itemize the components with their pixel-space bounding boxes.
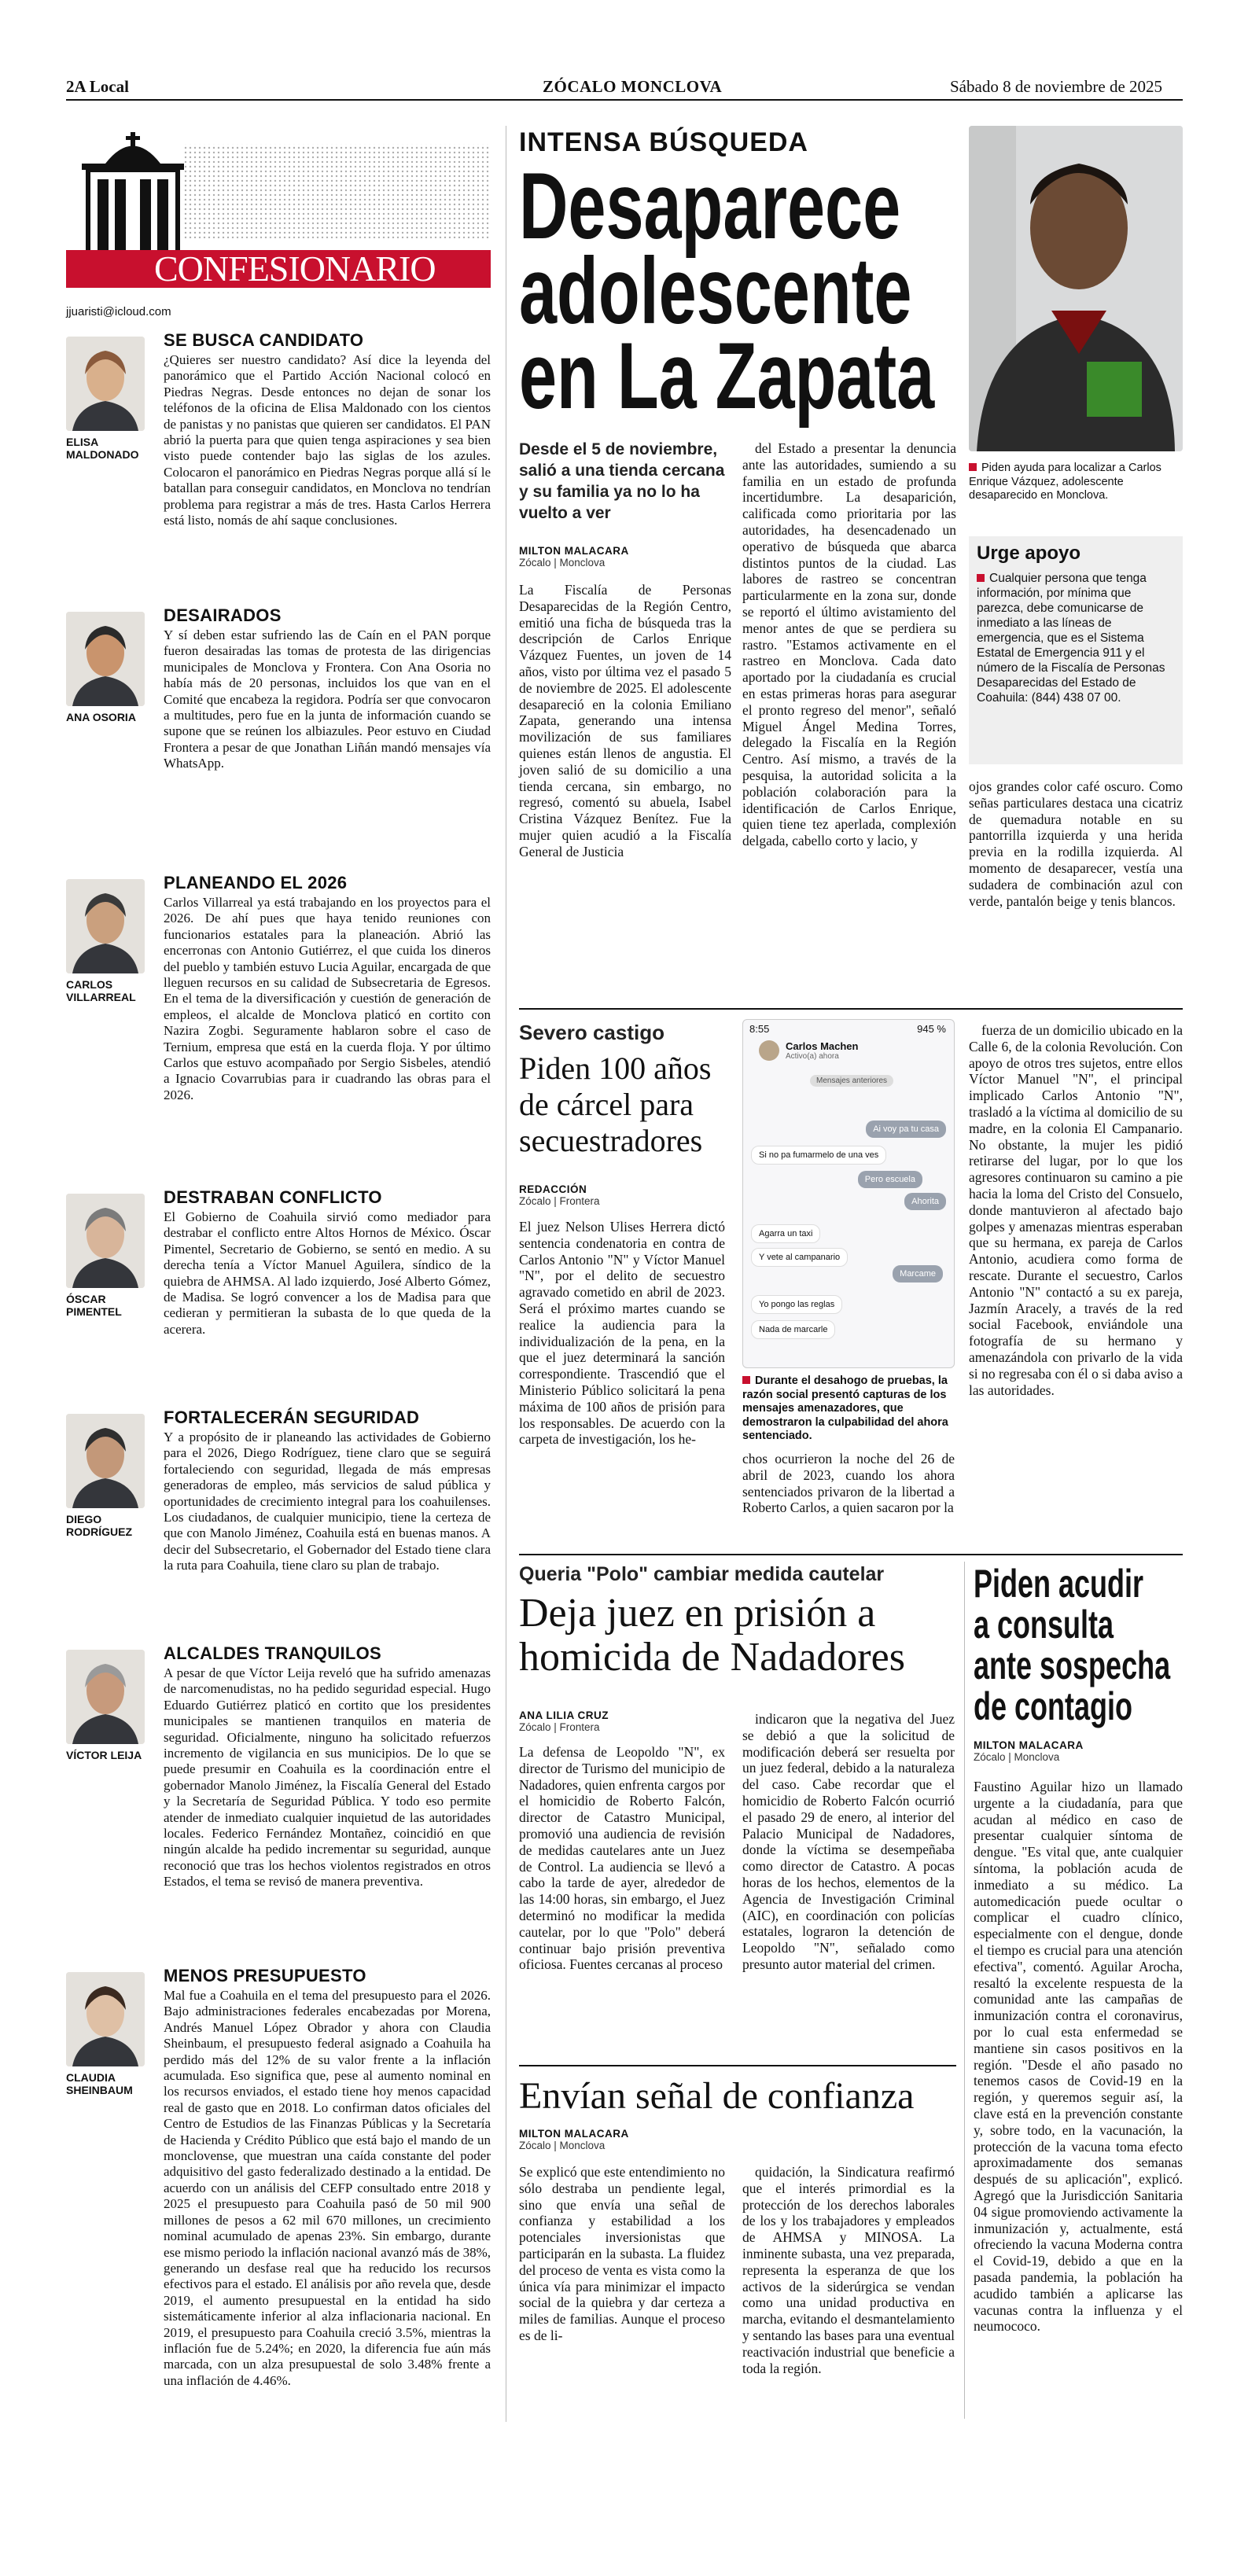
subject-name: CLAUDIA SHEINBAUM [66,2071,133,2096]
castigo-caption: Durante el desahogo de pruebas, la razón social presentó capturas de los mensajes amenazadores, que demostraron la culpabilidad del ahora sentenciado. [742,1374,948,1442]
polo-byline: ANA LILIA CRUZ Zócalo | Frontera [519,1709,609,1733]
subject-name: ELISA MALDONADO [66,436,139,461]
item-text: Y a propósito de ir planeando las actividades de Gobierno para el 2026, Diego Rodríguez, tiene claro que se seguirá fortaleciendo con seguridad, llegada de más empresas generadoras de empleo, más servicios de salud pública y oportunidades de crecimiento integral para los coahuilenses. Los ciudadanos, de cualquier municipio, tiene la certeza de que con Manolo Jiménez, Coahuila está en buenas manos. A decir del Subsecretario, el Gobernador del Estado tiene clara la ruta para Coahuila, tiene claro su plan de trabajo. [164,1430,491,1573]
confesionario-column [66,330,491,2390]
main-byline: MILTON MALACARA Zócalo | Monclova [519,545,629,569]
teen-photo-caption: Piden ayuda para localizar a Carlos Enrique Vázquez, adolescente desaparecido en Monclova. [969,462,1161,502]
main-headline: Desaparece adolescente en La Zapata [519,153,935,429]
subject-name: ANA OSORIA [66,711,136,723]
confianza-headline: Envían señal de confianza [519,2075,915,2117]
polo-col2: indicaron que la negativa del Juez se debió a que la solicitud de modificación deberá ser resuelta por un juez federal, debido a la naturaleza del caso. Cabe recordar que el homicidio de Roberto Falcón ocurrió el pasado 29 de enero, al interior del Palacio Municipal de Nadadores, donde la víctima se desempeñaba como director de Catastro. A pocas horas de los hechos, elementos de la Agencia de Investigación Criminal (AIC), en coordinación con policías estatales, lograron la detención de Leopoldo "N", señalado como presunto autor material del crimen. [742,1711,955,1972]
subject-name: DIEGO RODRÍGUEZ [66,1513,132,1538]
confesionario-logo [66,132,491,301]
castigo-headline: Piden 100 años de cárcel para secuestradores [519,1051,712,1158]
item-title: PLANEANDO EL 2026 [164,873,348,892]
columnist-subject-photo [66,612,145,706]
main-kicker: INTENSA BÚSQUEDA [519,127,808,157]
castigo-kicker: Severo castigo [519,1021,664,1044]
item-title: SE BUSCA CANDIDATO [164,330,364,350]
confianza-col2: quidación, la Sindicatura reafirmó que el interés primordial es la protección de los derechos laborales de los y los trabajadores y empleados de AHMSA y MINOSA. La inminente subasta, una vez preparada, representa la esperanza de que los activos de la siderúrgica se vendan como una unidad productiva en marcha, evitando el desmantelamiento y sentando las bases para una eventual reactivación industrial que beneficie a toda la región. [742,2164,955,2376]
main-col1: La Fiscalía de Personas Desaparecidas de la Región Centro, emitió una ficha de búsqueda tras la descripción de Carlos Enrique Vázquez Fuentes, un joven de 14 años, visto por última vez el pasado 5 de noviembre de 2025. El adolescente desapareció en la colonia Emiliano Zapata, generando una intensa movilización de sus familiares quienes están llenos de angustia. El joven salió de su domicilio a una tienda cercana, sin embargo, no regresó, comentó su abuela, Isabel Cristina Vázquez Benítez. Fue la mujer quien acudió a la Fiscalía General de Justicia [519,582,731,859]
section-label: 2A Local [66,77,129,96]
urge-apoyo-box: Urge apoyo Cualquier persona que tenga información, por mínima que parezca, debe comunicarse de inmediato a las líneas de emergencia, que es el Sistema Estatal de Emergencia 911 y el número de la Fiscalía de Personas Desaparecidas del Estado de Coahuila: (844) 438 07 00. [969,536,1183,764]
item-text: El Gobierno de Coahuila sirvió como mediador para destrabar el conflicto entre Altos Hornos de México. Óscar Pimentel, Secretario de Gobierno, se sentó en medio. A su derecha tenía a Víctor Manuel Aguilera, síndico de la quiebra de AHMSA. Al lado izquierdo, José Alberto Gómez, de Madisa. Se logró convencer a los de Madisa para que cedieran y permitieran la subasta de lo que queda de la acerera. [164,1209,491,1337]
castigo-col2: chos ocurrieron la noche del 26 de abril de 2023, cuando los ahora sentenciados privaron de la libertad a Roberto Carlos, a quien sacaron por la [742,1451,955,1516]
castigo-col1: El juez Nelson Ulises Herrera dictó sentencia condenatoria en contra de Carlos Antonio "N" y Víctor Manuel "N", por el delito de secuestro agravado cometido en abril de 2023. Será el próximo martes cuando se realice la audiencia para la individualización de la pena, en la que el juez determinará la sanción correspondiente. Trascendió que el Ministerio Público solicitará la pena máxima de 100 años de prisión para los responsables. De acuerdo con la carpeta de investigación, los he- [519,1219,725,1448]
contact-avatar [759,1040,779,1061]
columnist-email[interactable]: jjuaristi@icloud.com [66,305,171,318]
item-title: DESAIRADOS [164,605,282,625]
columnist-subject-photo [66,1414,145,1508]
columnist-subject-photo [66,879,145,973]
confesionario-title: CONFESIONARIO [154,248,436,289]
columnist-subject-photo [66,1650,145,1744]
main-deck: Desde el 5 de noviembre, salió a una tienda cercana y su familia ya no lo ha vuelto a ver [519,440,725,522]
item-text: Mal fue a Coahuila en el tema del presupuesto para el 2026. Bajo administraciones federales encabezadas por Morena, Andrés Manuel López Obrador y ahora con Claudia Sheinbaum, el presupuesto federal asignado a Coahuila ha perdido más del 12% de su valor frente a la inflación acumulada. Eso significa que, pese al aumento nominal en los recursos enviados, el estado tiene hoy menos capacidad real de gasto que en 2018. Lo confirman datos oficiales del Centro de Estudios de las Finanzas Públicas y la Secretaría de Hacienda y Crédito Público que está bajo el mando de un monclovense, que muestran una caída constante del poder adquisitivo del gasto federalizado destinado a la entidad. De acuerdo con un análisis del CEFP consultado entre 2018 y 2025 el presupuesto para Coahuila pasó de 50 mil 900 millones de pesos a 62 mil 670 millones, un crecimiento nominal acumulado de apenas 23%. Sin embargo, durante ese mismo periodo la inflación nacional avanzó más de 38%, generando un desfase real que ha reducido los recursos efectivos para el estado. El análisis por año revela que, desde 2019, el aumento presupuestal en la entidad ha sido sistemáticamente inferior al alza inflacionaria nacional. En 2019, el presupuesto para Coahuila creció 3.5%, mientras la inflación fue de 5.24%; en 2020, la diferencia fue aún más marcada, con un alza presupuestal de solo 3.48% frente a una inflación de 4.46%. [164,1988,491,2388]
item-text: A pesar de que Víctor Leija reveló que ha sufrido amenazas de narcomenudistas, no ha pedido seguridad especial. Hugo Eduardo Gutiérrez platicó en cortito que los presidentes municipales se mantienen tranquilos en materia de seguridad. Oficialmente, ninguno ha solicitado refuerzos incremento de vigilancia en sus municipios. De lo que se puede presumir en Coahuila es la coordinación entre el gobernador Manolo Jiménez, la Fiscalía General del Estado y la Secretaría de Seguridad Pública. Y todo eso permite atender de inmediato cualquier inquietud de las autoridades locales. Federico Fernández Montañez, coincidió en que ningún alcalde ha pedido incrementar su seguridad, aunque reconoció que tras los hechos violentos registrados en otros Estados, el tema se revisó de manera preventiva. [164,1665,491,1890]
item-text: Carlos Villarreal ya está trabajando en los proyectos para el 2026. De ahí pues que haya tenido reuniones con funcionarios estatales para la planeación. Abrió las encerronas con Antonio Gutiérrez, el que cuida los dineros del pueblo y también estuvo Lucia Aguilar, encargada de que lleguen recursos en su calidad de Subsecretaria de Egresos. En el tema de la diversificación y cuestión de generación de empleos, el alcalde de Monclova platicó en cortito con Nazira Zogbi. Seguramente hablaron sobre el caso de Ternium, empresa que está en la cuerda floja. Y por último Carlos que estuvo acompañado por Sergio Sisbeles, atendió a Ignacio Covarrubias para ir cuadrando las obras para el 2026. [164,895,491,1102]
confianza-col1: Se explicó que este entendimiento no sólo destraba un pendiente legal, sino que envía una señal de confianza y estabilidad a los potenciales inversionistas que participarán en la subasta. La fluidez del proceso de venta es vista como la única vía para minimizar el impacto social de la quiebra y dar certeza a miles de familias. Aunque el proceso es de li- [519,2164,725,2343]
contagio-text: Faustino Aguilar hizo un llamado urgente a la ciudadanía, para que acudan al médico en caso de presentar cualquier síntoma de dengue. "Es vital que, ante cualquier síntoma, la población acuda de inmediato a su médico. La automedicación puede ocultar o complicar el cuadro clínico, especialmente con el dengue, donde el tiempo es crucial para una atención efectiva", comentó. Aguilar Arocha, resaltó la excelente respuesta de la comunidad ante las campañas de inmunización contra el coronavirus, por lo cual esta enfermedad se mantiene sin casos positivos en la región. "Desde el año pasado no tenemos casos de Covid-19 en la región, y queremos seguir así, la clave está en la prevención constante y, sobre todo, en la vacunación, la protección de la vacuna toma efecto aproximadamente dos semanas después de su aplicación", explicó. Agregó que la Jurisdicción Sanitaria 04 sigue promoviendo activamente la inmunización y, actualmente, está ofreciendo la vacuna Moderna contra el Covid-19, debido a que en la pasada pandemia, la población ha acudido también a aplicarse las vacunas contra la influenza y el neumococo. [974,1779,1183,2335]
castigo-byline: REDACCIÓN Zócalo | Frontera [519,1183,600,1207]
polo-col1: La defensa de Leopoldo "N", ex director de Turismo del municipio de Nadadores, quien enfrenta cargos por el homicidio de Roberto Falcón, director de Catastro Municipal, promovió una audiencia de revisión de medidas cautelares ante un Juez de Control. La audiencia se llevó a cabo la tarde de ayer, alrededor de las 14:00 horas, sin embargo, el Juez determinó no modificar la medida cautelar, por lo que "Polo" deberá continuar bajo prisión preventiva oficiosa. Fuentes cercanas al proceso [519,1744,725,1973]
main-col3: ojos grandes color café oscuro. Como señas particulares destaca una cicatriz de quemadura notable en su pantorrilla izquierda y una herida previa en la rodilla izquierda. Al momento de desaparecer, vestía una sudadera de combinación azul con verde, pantalón beige y tenis blancos. [969,778,1183,909]
columnist-subject-photo [66,1194,145,1288]
subject-name: VÍCTOR LEIJA [66,1749,142,1761]
columnist-subject-photo [66,1972,145,2066]
issue-date: Sábado 8 de noviembre de 2025 [950,77,1163,96]
subject-name: ÓSCAR PIMENTEL [66,1293,122,1318]
castigo-col3: fuerza de un domicilio ubicado en la Calle 6, de la colonia Revolución. Con apoyo de otros tres sujetos, entre ellos Víctor Manuel "N", el principal implicado Carlos Antonio "N", trasladó a la víctima al domicilio de su madre, en la colonia El Campanario. No obstante, la mujer les pidió retirarse del lugar, por lo que los agresores continuaron su camino a pie hacia la loma del Cristo del Consuelo, donde mantuvieron al afectado bajo golpes y amenazas mientras esperaban que su hermana, ex pareja de Carlos Antonio, acudiera como forma de rescate. Durante el secuestro, Carlos Antonio "N" contactó a su ex pareja, Jazmín Aracely, a través de la red social Facebook, enviándole una fotografía de su hermano y amenazándola con privarlo de la vida si no regresaba con él o si daba aviso a las autoridades. [969,1022,1183,1398]
chat-screenshot: 8:55 945 % Carlos Machen Activo(a) ahora Mensajes anteriores Ai voy pa tu casa Si no pa fumarmelo de una ves Pero escuela Ahorita Agarra un taxi Y vete al campanario Marcame Yo pongo las reglas Nada de marcarle [742,1019,955,1368]
columnist-subject-photo [66,337,145,431]
missing-teen-photo [969,126,1183,451]
item-title: MENOS PRESUPUESTO [164,1966,366,1985]
item-text: Y sí deben estar sufriendo las de Caín en el PAN porque fueron desairadas las tomas de protesta de las dirigencias municipales de Monclova y Frontera. Con Ana Osoria no había más de 20 personas, incluidos los que van en el Comité que encabeza la regidora. Podría ser que convocaron a multitudes, pero fue en la junta de información cuando se supone que se reúnen los albiazules. Peor estuvo en Ciudad Frontera a pesar de que Jonathan Liñán mandó mensajes vía WhatsApp. [164,627,491,771]
paper-name: ZÓCALO MONCLOVA [543,77,723,96]
contagio-byline: MILTON MALACARA Zócalo | Monclova [974,1739,1084,1763]
item-title: FORTALECERÁN SEGURIDAD [164,1408,420,1427]
confianza-byline: MILTON MALACARA Zócalo | Monclova [519,2128,629,2151]
item-text: ¿Quieres ser nuestro candidato? Así dice la leyenda del panorámico que el Partido Acción Nacional colocó en Piedras Negras. Desde entonces no dejan de sonar los teléfonos de la oficina de Elisa Maldonado con los cientos de panistas y no panistas que quieren ser candidatos. El PAN abrió la puerta para que quien tenga aspiraciones y sea bien visto puede contender bajo las siglas de los azules. Colocaron el panorámico en Piedras Negras porque allá sí le batallan para conseguir candidatos, en Monclova no tendrían problema para registrar a más de tres. Hasta Carlos Herrera está listo, nomás de ahí saque conclusiones. [164,352,491,528]
main-col2: del Estado a presentar la denuncia ante las autoridades, sumiendo a su familia en un estado de profunda incertidumbre. La desaparición, calificada como prioritaria por las autoridades, ha desencadenado un operativo de búsqueda que abarca distintos puntos de la ciudad. Las labores de rastreo se concentran particularmente en la zona sur, donde se reportó el último avistamiento del menor antes de que se perdiera su rastro. "Estamos activamente en el rastreo en Monclova. Cada dato aportado por la ciudadanía es crucial en estas primeras horas para asegurar el pronto regreso del menor", señaló Miguel Ángel Medina Torres, delegado la Fiscalía en la Región Centro. Así mismo, a través de la pesquisa, la autoridad solicita a la población colaboración para la identificación de Carlos Enrique, quien tiene tez aperlada, complexión delgada, cabello corto y lacio, y [742,440,956,849]
polo-headline: Deja juez en prisión a homicida de Nadadores [519,1591,905,1680]
item-title: ALCALDES TRANQUILOS [164,1643,382,1663]
contagio-headline: Piden acudir a consulta ante sospecha de contagio [974,1562,1171,1728]
subject-name: CARLOS VILLARREAL [66,978,136,1003]
item-title: DESTRABAN CONFLICTO [164,1187,382,1207]
polo-kicker: Queria "Polo" cambiar medida cautelar [519,1563,885,1585]
